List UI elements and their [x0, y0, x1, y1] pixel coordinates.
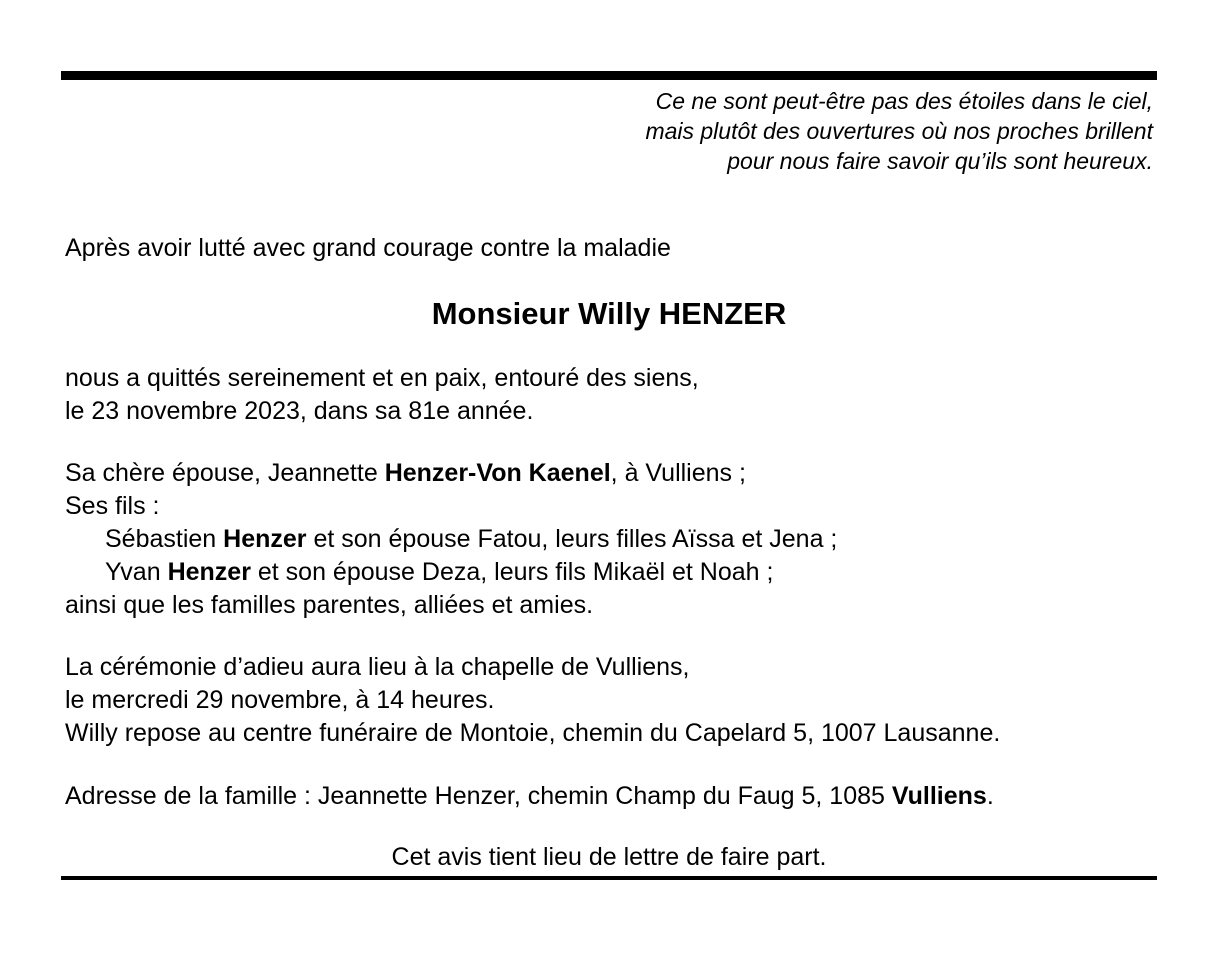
- son-1-rest: et son épouse Fatou, leurs filles Aïssa et Jena ;: [306, 525, 838, 553]
- ceremony-line-3: Willy repose au centre funéraire de Montoie, chemin du Capelard 5, 1007 Lausanne.: [65, 719, 1001, 747]
- top-rule: [61, 71, 1157, 80]
- ceremony-line-1: La cérémonie d’adieu aura lieu à la chapelle de Vulliens,: [65, 653, 690, 681]
- sons-label: Ses fils :: [65, 492, 160, 520]
- address-town: Vulliens: [891, 782, 987, 810]
- quote-line: pour nous faire savoir qu’ils sont heureux.: [727, 148, 1153, 174]
- family-address-line: [65, 780, 994, 813]
- spouse-prefix: Sa chère épouse, Jeannette: [65, 459, 385, 487]
- spouse-surname: Henzer-Von Kaenel: [384, 459, 611, 487]
- passing-line-2: le 23 novembre 2023, dans sa 81e année.: [65, 397, 534, 425]
- quote-line: mais plutôt des ouvertures où nos proches brillent: [645, 118, 1153, 144]
- bottom-rule: [61, 876, 1157, 880]
- son-2-first: Yvan: [105, 558, 168, 586]
- son-2-rest: et son épouse Deza, leurs fils Mikaël et Noah ;: [250, 558, 774, 586]
- address-prefix: Adresse de la famille : Jeannette Henzer, chemin Champ du Faug 5, 1085: [65, 782, 892, 810]
- epigraph-quote: [645, 86, 1153, 176]
- address-suffix: .: [986, 782, 994, 810]
- quote-line: Ce ne sont peut-être pas des étoiles dans le ciel,: [655, 88, 1153, 114]
- deceased-name: Monsieur Willy HENZER: [431, 296, 787, 331]
- footer-note: Cet avis tient lieu de lettre de faire part.: [391, 843, 827, 871]
- son-2-line: [105, 556, 773, 589]
- son-1-first: Sébastien: [105, 525, 224, 553]
- son-2-surname: Henzer: [167, 558, 251, 586]
- intro-text: Après avoir lutté avec grand courage contre la maladie: [65, 234, 671, 262]
- spouse-suffix: , à Vulliens ;: [610, 459, 746, 487]
- extended-family-line: ainsi que les familles parentes, alliées et amies.: [65, 591, 594, 619]
- son-1-surname: Henzer: [223, 525, 307, 553]
- spouse-line: [65, 457, 746, 490]
- son-1-line: [105, 523, 837, 556]
- ceremony-line-2: le mercredi 29 novembre, à 14 heures.: [65, 686, 495, 714]
- passing-line-1: nous a quittés sereinement et en paix, entouré des siens,: [65, 364, 699, 392]
